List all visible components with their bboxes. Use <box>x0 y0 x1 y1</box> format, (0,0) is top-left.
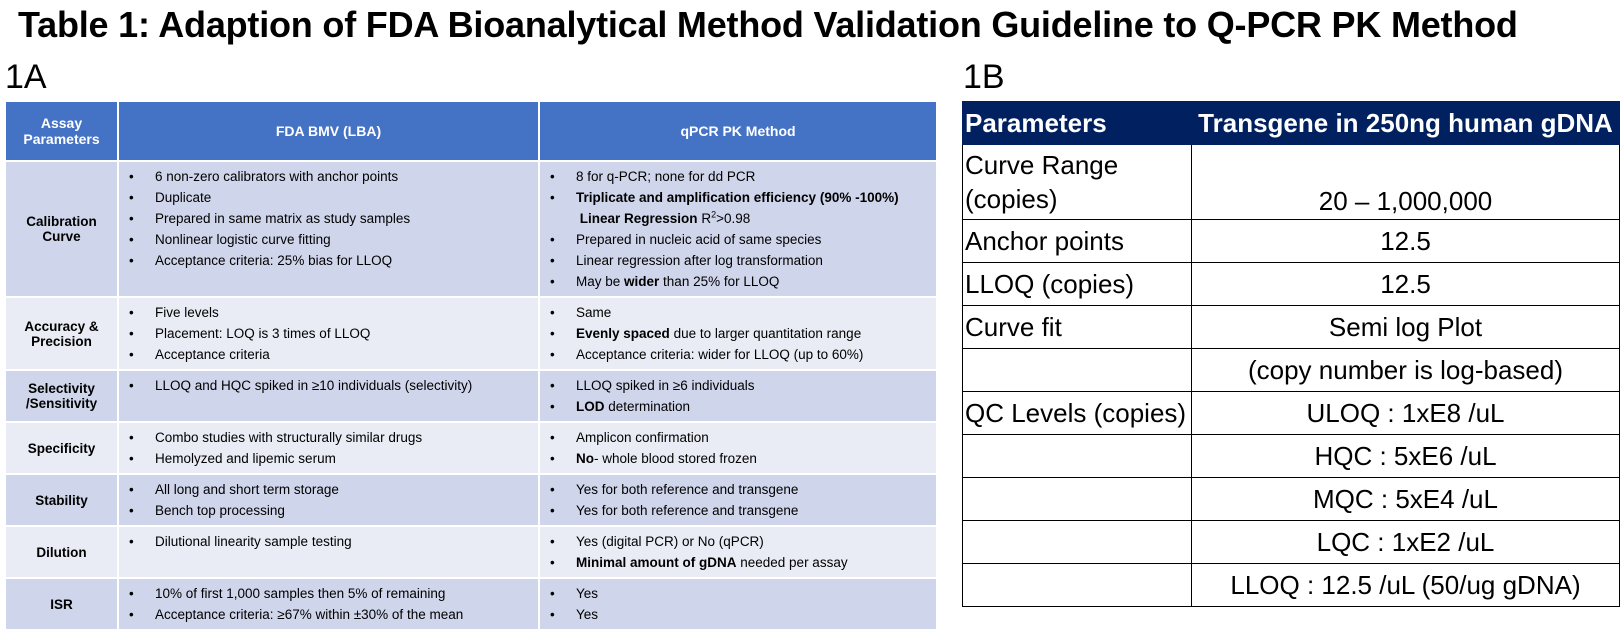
table-row <box>5 370 937 422</box>
row-value: ULOQ : 1xE8 /uL <box>1192 392 1620 435</box>
list-item: • LLOQ spiked in ≥6 individuals <box>546 375 930 396</box>
cell-fda <box>118 161 539 297</box>
list-item: • Acceptance criteria: 25% bias for LLOQ <box>125 250 532 271</box>
row-param: Anchor points <box>963 220 1192 263</box>
row-value: 20 – 1,000,000 <box>1192 145 1620 220</box>
header-assay-parameters: Assay Parameters <box>5 101 118 161</box>
list-item: • 10% of first 1,000 samples then 5% of remaining <box>125 583 532 604</box>
text: needed per assay <box>736 555 848 570</box>
list-item: • Bench top processing <box>125 500 532 521</box>
list-item <box>546 396 930 417</box>
cell-qpcr <box>539 578 937 630</box>
table-row <box>5 474 937 526</box>
superscript: 2 <box>711 209 717 220</box>
cell-fda <box>118 526 539 578</box>
list-item: • Yes <box>546 583 930 604</box>
row-value: LQC : 1xE2 /uL <box>1192 521 1620 564</box>
row-value: Semi log Plot <box>1192 306 1620 349</box>
list-item: • All long and short term storage <box>125 479 532 500</box>
row-param-stability: Stability <box>5 474 118 526</box>
row-param <box>963 478 1192 521</box>
list-item: • Yes for both reference and transgene <box>546 479 930 500</box>
cell-fda <box>118 474 539 526</box>
row-value: (copy number is log-based) <box>1192 349 1620 392</box>
table-row <box>963 349 1620 392</box>
text: due to larger quantitation range <box>669 326 862 341</box>
table-row <box>963 263 1620 306</box>
list-item <box>546 552 930 573</box>
page-title: Table 1: Adaption of FDA Bioanalytical Method Validation Guideline to Q-PCR PK Method <box>18 4 1518 45</box>
bold-text: Evenly spaced <box>576 326 670 341</box>
text: May be <box>576 274 625 289</box>
cell-qpcr <box>539 422 937 474</box>
text: determination <box>604 399 691 414</box>
list-item: • LLOQ and HQC spiked in ≥10 individuals (selectivity) <box>125 375 532 396</box>
list-item: • Acceptance criteria: wider for LLOQ (up to 60%) <box>546 344 930 365</box>
header-qpcr-pk: qPCR PK Method <box>539 101 937 161</box>
table-row <box>963 220 1620 263</box>
list-item: • Prepared in nucleic acid of same species <box>546 229 930 250</box>
cell-fda <box>118 297 539 370</box>
row-param-accuracy: Accuracy & Precision <box>5 297 118 370</box>
list-item: • Nonlinear logistic curve fitting <box>125 229 532 250</box>
row-param-specificity: Specificity <box>5 422 118 474</box>
row-param-dilution: Dilution <box>5 526 118 578</box>
list-item: • Acceptance criteria <box>125 344 532 365</box>
bold-text: LOD <box>576 399 605 414</box>
row-value: LLOQ : 12.5 /uL (50/ug gDNA) <box>1192 564 1620 607</box>
list-item: • Hemolyzed and lipemic serum <box>125 448 532 469</box>
table-row <box>963 435 1620 478</box>
list-item <box>546 448 930 469</box>
list-item: • Linear regression after log transformation <box>546 250 930 271</box>
table-row <box>963 306 1620 349</box>
cell-qpcr <box>539 161 937 297</box>
table-row <box>5 578 937 630</box>
table-row <box>5 161 937 297</box>
cell-fda <box>118 422 539 474</box>
table-row <box>963 478 1620 521</box>
text: - whole blood stored frozen <box>594 451 757 466</box>
row-value: MQC : 5xE4 /uL <box>1192 478 1620 521</box>
list-item: • Five levels <box>125 302 532 323</box>
list-item: • 8 for q-PCR; none for dd PCR <box>546 166 930 187</box>
cell-qpcr <box>539 370 937 422</box>
table-row <box>963 521 1620 564</box>
list-item: • Prepared in same matrix as study samples <box>125 208 532 229</box>
list-item <box>546 187 930 229</box>
list-item: • Yes <box>546 604 930 625</box>
cell-fda <box>118 578 539 630</box>
row-value: 12.5 <box>1192 220 1620 263</box>
header-transgene: Transgene in 250ng human gDNA <box>1192 102 1620 145</box>
table-header-row <box>5 101 937 161</box>
cell-qpcr <box>539 526 937 578</box>
bold-text: wider <box>624 274 660 289</box>
row-param-selectivity: Selectivity /Sensitivity <box>5 370 118 422</box>
list-item: • Combo studies with structurally similar drugs <box>125 427 532 448</box>
table-row <box>5 422 937 474</box>
cell-fda <box>118 370 539 422</box>
bold-text: No <box>576 451 594 466</box>
header-fda-bmv: FDA BMV (LBA) <box>118 101 539 161</box>
text: than 25% for LLOQ <box>659 274 780 289</box>
bold-text: Minimal amount of gDNA <box>576 555 737 570</box>
list-item: • Dilutional linearity sample testing <box>125 531 532 552</box>
row-param <box>963 521 1192 564</box>
table-1a <box>4 100 938 631</box>
row-param <box>963 564 1192 607</box>
row-param-calibration: Calibration Curve <box>5 161 118 297</box>
header-parameters: Parameters <box>963 102 1192 145</box>
row-param <box>963 349 1192 392</box>
table-a-label: 1A <box>5 58 47 96</box>
cell-qpcr <box>539 297 937 370</box>
row-value: 12.5 <box>1192 263 1620 306</box>
table-b-label: 1B <box>963 58 1005 96</box>
row-param: Curve Range (copies) <box>963 145 1192 220</box>
list-item: • Duplicate <box>125 187 532 208</box>
row-param: LLOQ (copies) <box>963 263 1192 306</box>
table-1b <box>962 101 1620 607</box>
list-item <box>546 323 930 344</box>
table-row <box>963 564 1620 607</box>
list-item: • Yes (digital PCR) or No (qPCR) <box>546 531 930 552</box>
list-item: • Same <box>546 302 930 323</box>
bold-text: Linear Regression <box>579 211 698 226</box>
list-item: • Yes for both reference and transgene <box>546 500 930 521</box>
bold-text: Triplicate and amplification efficiency (90% -100%) <box>576 190 899 205</box>
row-param: Curve fit <box>963 306 1192 349</box>
row-value: HQC : 5xE6 /uL <box>1192 435 1620 478</box>
cell-qpcr <box>539 474 937 526</box>
text: R <box>701 211 712 226</box>
list-item: • Acceptance criteria: ≥67% within ±30% of the mean <box>125 604 532 625</box>
list-item: • Amplicon confirmation <box>546 427 930 448</box>
row-param <box>963 435 1192 478</box>
row-param-isr: ISR <box>5 578 118 630</box>
table-row <box>963 392 1620 435</box>
text: >0.98 <box>716 211 751 226</box>
list-item: • 6 non-zero calibrators with anchor points <box>125 166 532 187</box>
list-item <box>546 271 930 292</box>
table-row <box>963 145 1620 220</box>
table-row <box>5 297 937 370</box>
table-row <box>5 526 937 578</box>
row-param: QC Levels (copies) <box>963 392 1192 435</box>
list-item: • Placement: LOQ is 3 times of LLOQ <box>125 323 532 344</box>
table-header-row <box>963 102 1620 145</box>
